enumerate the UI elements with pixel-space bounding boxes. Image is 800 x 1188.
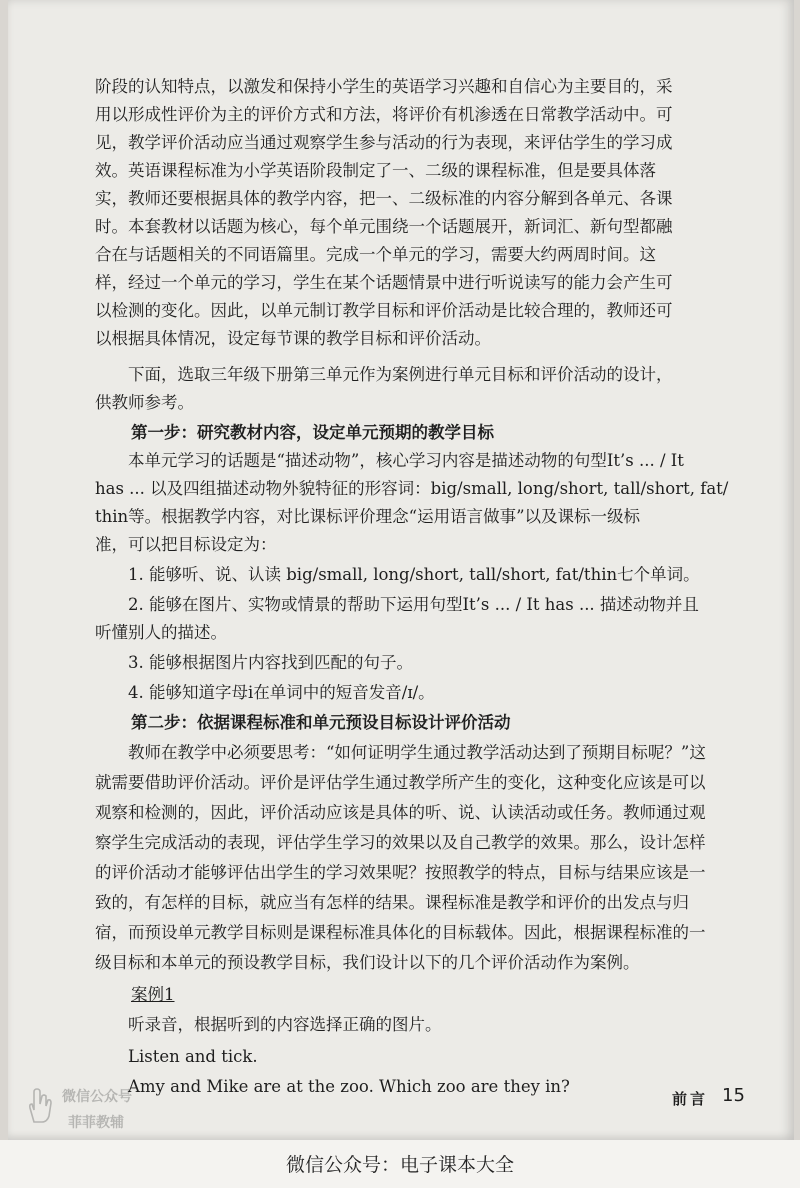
paragraph-line: 样，经过一个单元的学习，学生在某个话题情景中进行听说读写的能力会产生可: [95, 273, 673, 292]
paragraph-line: 供教师参考。: [95, 393, 194, 412]
page-number: 15: [722, 1085, 745, 1106]
paragraph-line: 本单元学习的话题是“描述动物”，核心学习内容是描述动物的句型It’s ... / It: [128, 451, 684, 470]
goal-item: 3. 能够根据图片内容找到匹配的句子。: [128, 653, 413, 672]
case-line: Amy and Mike are at the zoo. Which zoo are they in?: [128, 1077, 570, 1096]
paragraph-line: 实，教师还要根据具体的教学内容，把一、二级标准的内容分解到各单元、各课: [95, 189, 673, 208]
bottom-caption: 微信公众号：电子课本大全: [285, 1154, 514, 1176]
paragraph-line: has ... 以及四组描述动物外貌特征的形容词：big/small, long/short, tall/short, fat/: [95, 479, 729, 498]
hand-icon: [24, 1086, 54, 1124]
paragraph-line: 宿，而预设单元教学目标则是课程标准具体化的目标载体。因此，根据课程标准的一: [95, 923, 706, 942]
section-title: 前言: [672, 1090, 709, 1108]
paragraph-line: 的评价活动才能够评估出学生的学习效果呢？按照教学的特点，目标与结果应该是一: [95, 863, 706, 882]
goal-item: 1. 能够听、说、认读 big/small, long/short, tall/short, fat/thin七个单词。: [128, 565, 700, 584]
case-label: 案例1: [131, 985, 175, 1004]
paragraph-line: 效。英语课程标准为小学英语阶段制定了一、二级的课程标准，但是要具体落: [95, 161, 656, 180]
paragraph-line: 见，教学评价活动应当通过观察学生参与活动的行为表现，来评估学生的学习成: [95, 133, 673, 152]
paragraph-line: 准，可以把目标设定为：: [95, 535, 277, 554]
goal-item-continuation: 听懂别人的描述。: [95, 623, 227, 642]
paragraph-line: 阶段的认知特点，以激发和保持小学生的英语学习兴趣和自信心为主要目的，采: [95, 77, 673, 96]
paragraph-line: 致的，有怎样的目标，就应当有怎样的结果。课程标准是教学和评价的出发点与归: [95, 893, 689, 912]
paragraph-line: 就需要借助评价活动。评价是评估学生通过教学所产生的变化，这种变化应该是可以: [95, 773, 706, 792]
case-line: 听录音，根据听到的内容选择正确的图片。: [128, 1015, 442, 1034]
paragraph-line: 观察和检测的，因此，评价活动应该是具体的听、说、认读活动或任务。教师通过观: [95, 803, 706, 822]
case-line: Listen and tick.: [128, 1047, 258, 1066]
paragraph-line: 时。本套教材以话题为核心，每个单元围绕一个话题展开，新词汇、新句型都融: [95, 217, 673, 236]
paragraph-line: 合在与话题相关的不同语篇里。完成一个单元的学习，需要大约两周时间。这: [95, 245, 656, 264]
step1-heading: 第一步：研究教材内容，设定单元预期的教学目标: [131, 423, 494, 442]
paragraph-line: 用以形成性评价为主的评价方式和方法，将评价有机渗透在日常教学活动中。可: [95, 105, 673, 124]
paragraph-line: 以根据具体情况，设定每节课的教学目标和评价活动。: [95, 329, 491, 348]
paragraph-line: 级目标和本单元的预设教学目标，我们设计以下的几个评价活动作为案例。: [95, 953, 640, 972]
paragraph-line: 察学生完成活动的表现，评估学生学习的效果以及自己教学的效果。那么，设计怎样: [95, 833, 706, 852]
paragraph-line: thin等。根据教学内容，对比课标评价理念“运用语言做事”以及课标一级标: [95, 507, 641, 526]
watermark-line: 微信公众号: [62, 1089, 132, 1105]
goal-item: 4. 能够知道字母i在单词中的短音发音/ɪ/。: [128, 683, 435, 702]
paragraph-line: 下面，选取三年级下册第三单元作为案例进行单元目标和评价活动的设计，: [128, 365, 673, 384]
goal-item: 2. 能够在图片、实物或情景的帮助下运用句型It’s ... / It has ... 描述动物并且: [128, 595, 699, 614]
step2-heading: 第二步：依据课程标准和单元预设目标设计评价活动: [131, 713, 511, 732]
watermark-line: 菲菲教辅: [68, 1115, 124, 1131]
paragraph-line: 以检测的变化。因此，以单元制订教学目标和评价活动是比较合理的，教师还可: [95, 301, 673, 320]
paragraph-line: 教师在教学中必须要思考：“如何证明学生通过教学活动达到了预期目标呢？”这: [128, 743, 706, 762]
